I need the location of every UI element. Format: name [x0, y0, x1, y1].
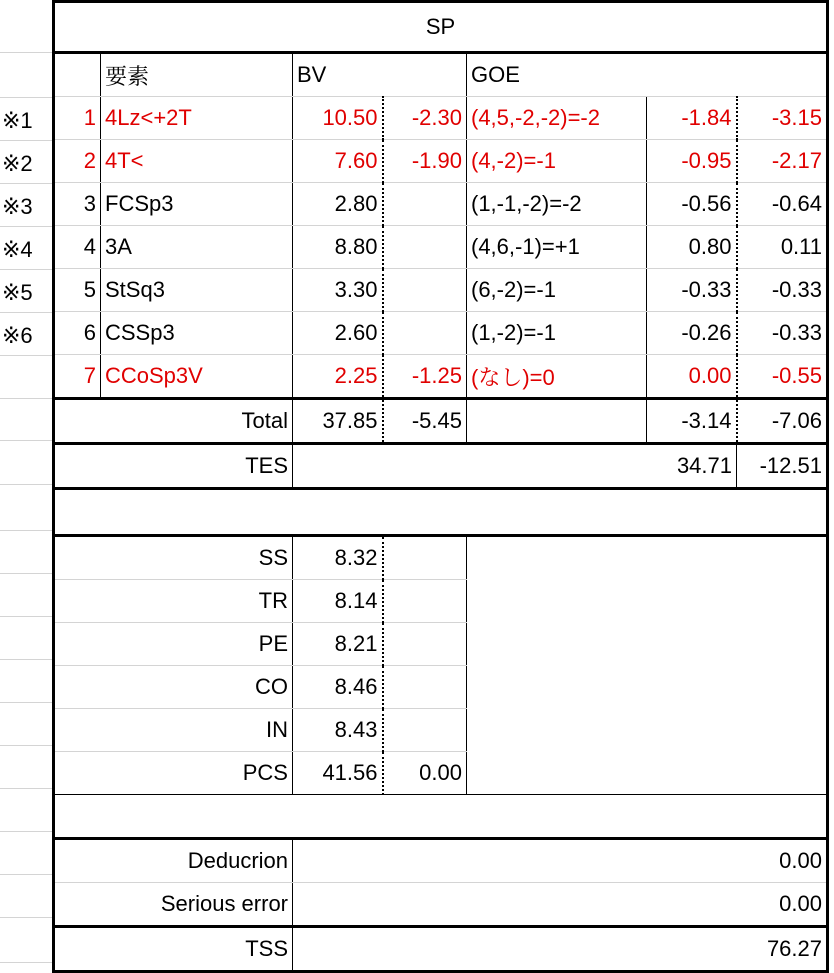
element-no: 5	[54, 269, 101, 312]
element-goe-b: -0.64	[737, 183, 828, 226]
sheet-title: SP	[54, 2, 828, 53]
tss-value: 76.27	[293, 927, 828, 972]
element-no: 1	[54, 97, 101, 140]
tes-value: 34.71	[293, 444, 737, 489]
title-row	[54, 2, 828, 53]
deduction-row	[54, 839, 828, 883]
element-goe-a: -1.84	[647, 97, 737, 140]
header-row	[54, 53, 828, 97]
element-bv-adj: -2.30	[383, 97, 467, 140]
element-row	[54, 97, 828, 140]
gutter-gridline	[0, 962, 52, 963]
element-row	[54, 269, 828, 312]
element-bv-adj	[383, 269, 467, 312]
element-row	[54, 226, 828, 269]
gutter-gridline	[0, 183, 52, 184]
component-adj-empty	[383, 709, 467, 752]
element-name: 4T<	[101, 140, 293, 183]
spacer-cell	[54, 489, 828, 536]
element-goe-a: -0.26	[647, 312, 737, 355]
element-goe: (4,6,-1)=+1	[467, 226, 647, 269]
component-label: TR	[54, 580, 293, 623]
component-label: CO	[54, 666, 293, 709]
side-mark: ※4	[2, 237, 33, 262]
component-label: SS	[54, 536, 293, 580]
component-value: 8.14	[293, 580, 383, 623]
gutter-gridline	[0, 140, 52, 141]
serious-error-row	[54, 883, 828, 927]
gutter-gridline	[0, 917, 52, 918]
tes-label: TES	[54, 444, 293, 489]
total-bv-adj: -5.45	[383, 399, 467, 444]
element-row	[54, 183, 828, 226]
element-no: 3	[54, 183, 101, 226]
element-goe: (4,5,-2,-2)=-2	[467, 97, 647, 140]
spacer-row	[54, 795, 828, 839]
component-row	[54, 536, 828, 580]
total-bv: 37.85	[293, 399, 383, 444]
element-goe: (4,-2)=-1	[467, 140, 647, 183]
element-no: 7	[54, 355, 101, 399]
side-mark: ※2	[2, 151, 33, 176]
gutter-gridline	[0, 745, 52, 746]
element-goe-b: -0.33	[737, 312, 828, 355]
component-value: 8.32	[293, 536, 383, 580]
tes-adj: -12.51	[737, 444, 828, 489]
gutter-gridline	[0, 788, 52, 789]
component-label: PE	[54, 623, 293, 666]
gutter-gridline	[0, 530, 52, 531]
component-blank-area	[467, 536, 828, 795]
element-bv: 7.60	[293, 140, 383, 183]
element-bv: 2.25	[293, 355, 383, 399]
gutter-gridline	[0, 52, 52, 53]
element-goe-b: -0.33	[737, 269, 828, 312]
element-no: 6	[54, 312, 101, 355]
element-no: 2	[54, 140, 101, 183]
gutter-gridline	[0, 874, 52, 875]
element-name: CSSp3	[101, 312, 293, 355]
tss-row	[54, 927, 828, 972]
element-goe-b: -0.55	[737, 355, 828, 399]
gutter-gridline	[0, 702, 52, 703]
pcs-adj: 0.00	[383, 752, 467, 795]
component-adj-empty	[383, 536, 467, 580]
gutter-gridline	[0, 616, 52, 617]
element-goe-a: -0.95	[647, 140, 737, 183]
side-mark: ※5	[2, 280, 33, 305]
element-bv: 2.60	[293, 312, 383, 355]
gutter-gridline	[0, 312, 52, 313]
element-bv: 3.30	[293, 269, 383, 312]
element-goe-a: 0.00	[647, 355, 737, 399]
component-value: 8.21	[293, 623, 383, 666]
gutter-gridline	[0, 398, 52, 399]
element-goe: (6,-2)=-1	[467, 269, 647, 312]
component-adj-empty	[383, 666, 467, 709]
element-goe-a: 0.80	[647, 226, 737, 269]
gutter-gridline	[0, 226, 52, 227]
element-goe-b: -3.15	[737, 97, 828, 140]
header-bv: BV	[293, 53, 467, 97]
element-row	[54, 355, 828, 399]
element-name: StSq3	[101, 269, 293, 312]
component-value: 8.43	[293, 709, 383, 752]
element-bv-adj: -1.25	[383, 355, 467, 399]
element-bv: 2.80	[293, 183, 383, 226]
total-row	[54, 399, 828, 444]
element-bv: 10.50	[293, 97, 383, 140]
gutter-gridline	[0, 573, 52, 574]
component-value: 8.46	[293, 666, 383, 709]
gutter-gridline	[0, 97, 52, 98]
gutter-gridline	[0, 440, 52, 441]
element-name: CCoSp3V	[101, 355, 293, 399]
element-name: 3A	[101, 226, 293, 269]
component-adj-empty	[383, 580, 467, 623]
element-goe-b: 0.11	[737, 226, 828, 269]
element-goe-a: -0.56	[647, 183, 737, 226]
gutter-gridline	[0, 831, 52, 832]
deduction-label: Deducrion	[54, 839, 293, 883]
gutter-gridline	[0, 659, 52, 660]
element-no: 4	[54, 226, 101, 269]
element-row	[54, 312, 828, 355]
element-goe: (1,-1,-2)=-2	[467, 183, 647, 226]
pcs-value: 41.56	[293, 752, 383, 795]
element-name: FCSp3	[101, 183, 293, 226]
total-label: Total	[54, 399, 293, 444]
tss-label: TSS	[54, 927, 293, 972]
element-bv: 8.80	[293, 226, 383, 269]
element-goe-b: -2.17	[737, 140, 828, 183]
element-bv-adj: -1.90	[383, 140, 467, 183]
serious-error-value: 0.00	[293, 883, 828, 927]
element-bv-adj	[383, 226, 467, 269]
deduction-value: 0.00	[293, 839, 828, 883]
spacer-row	[54, 489, 828, 536]
element-bv-adj	[383, 312, 467, 355]
element-bv-adj	[383, 183, 467, 226]
header-no-cell	[54, 53, 101, 97]
gutter-gridline	[0, 355, 52, 356]
side-mark: ※6	[2, 323, 33, 348]
component-label: IN	[54, 709, 293, 752]
gutter-gridline	[0, 484, 52, 485]
tes-row	[54, 444, 828, 489]
element-name: 4Lz<+2T	[101, 97, 293, 140]
side-mark: ※1	[2, 108, 33, 133]
element-goe-a: -0.33	[647, 269, 737, 312]
pcs-label: PCS	[54, 752, 293, 795]
total-goe-b: -7.06	[737, 399, 828, 444]
element-row	[54, 140, 828, 183]
total-goe-empty	[467, 399, 647, 444]
gutter-gridline	[0, 269, 52, 270]
element-goe: (なし)=0	[467, 355, 647, 399]
total-goe-a: -3.14	[647, 399, 737, 444]
score-sheet	[52, 0, 829, 973]
header-element: 要素	[101, 53, 293, 97]
element-goe: (1,-2)=-1	[467, 312, 647, 355]
header-goe: GOE	[467, 53, 828, 97]
serious-error-label: Serious error	[54, 883, 293, 927]
side-mark: ※3	[2, 194, 33, 219]
component-adj-empty	[383, 623, 467, 666]
spacer-cell	[54, 795, 828, 839]
